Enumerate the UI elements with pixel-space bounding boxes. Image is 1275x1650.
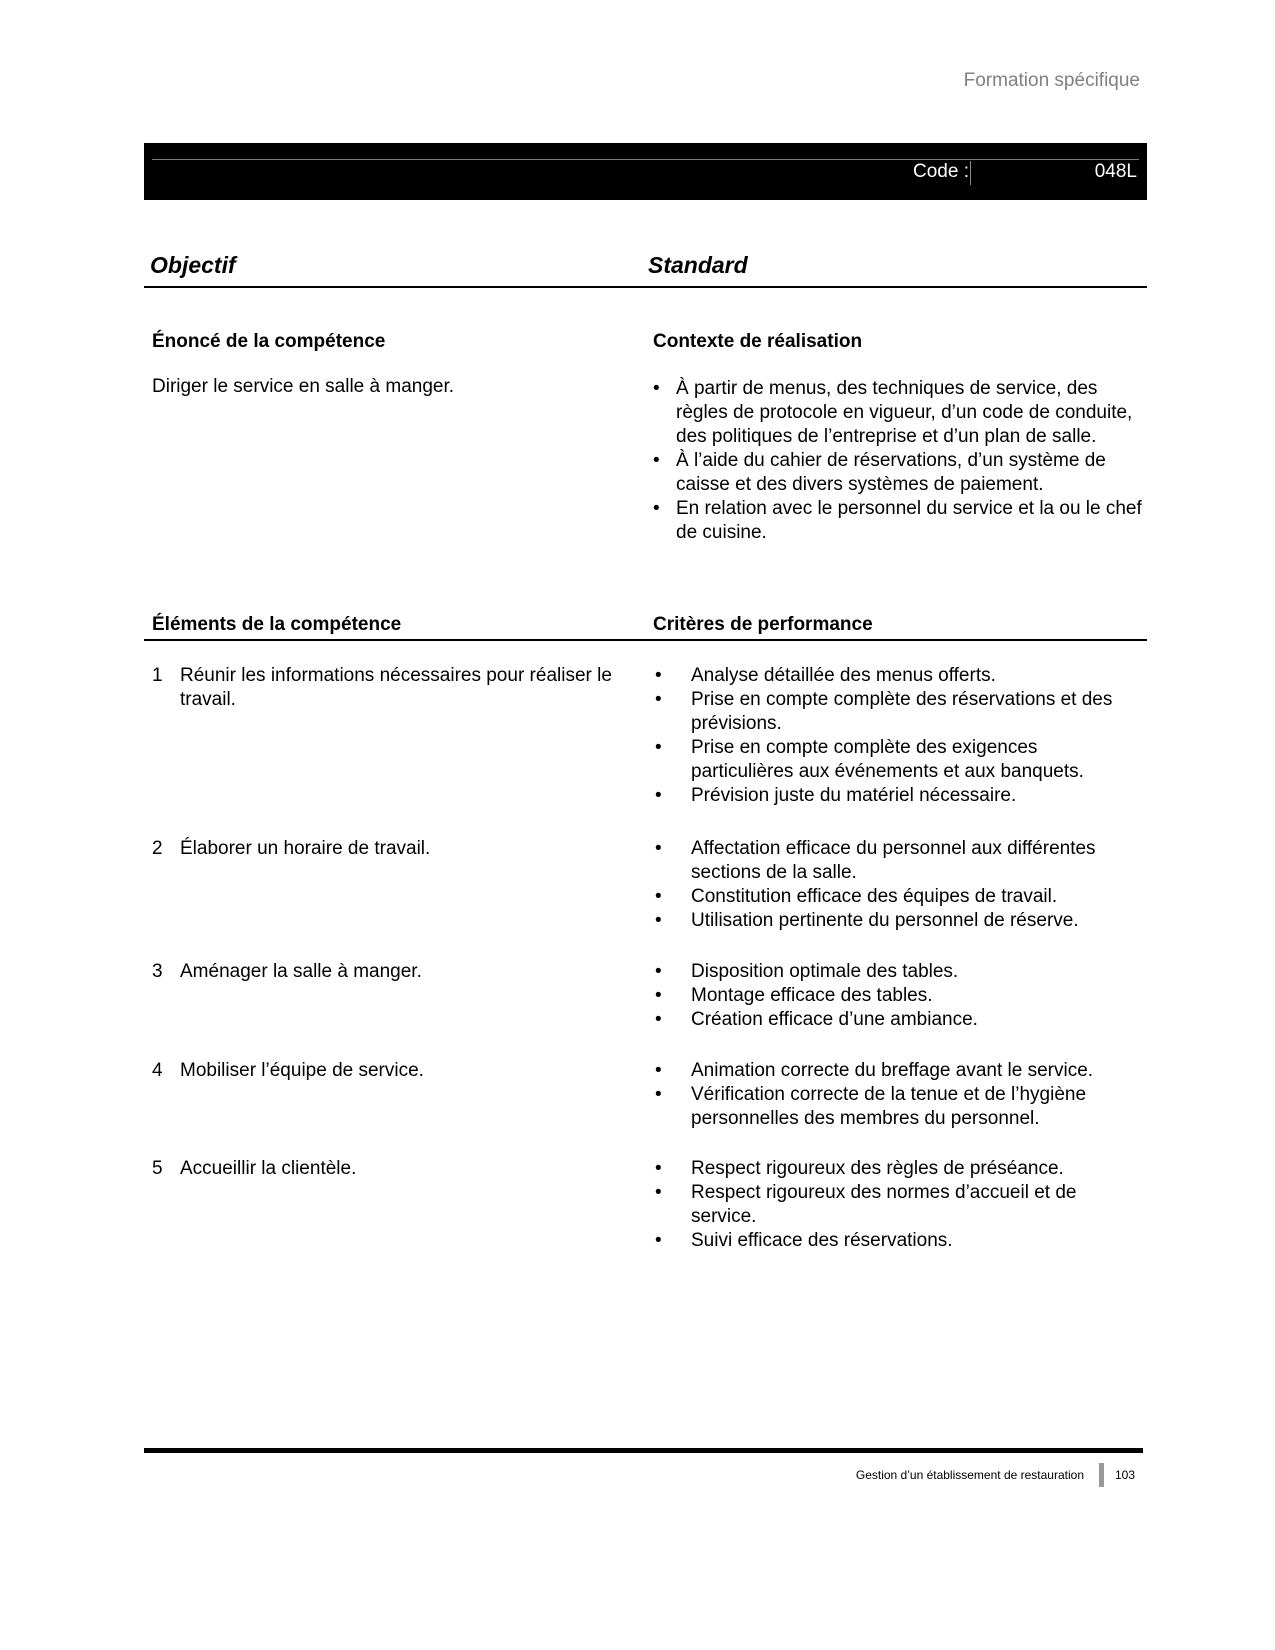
element-text: Accueillir la clientèle. xyxy=(180,1158,357,1179)
element-row xyxy=(152,664,642,712)
column-heading-objectif: Objectif xyxy=(150,252,236,278)
criterion: • Suivi efficace des réservations. xyxy=(653,1229,1143,1253)
criterion: • Disposition optimale des tables. xyxy=(653,960,1143,984)
criterion: • Vérification correcte de la tenue et de l’hygiène personnelles des membres du personnel. xyxy=(653,1083,1143,1131)
element-text: Élaborer un horaire de travail. xyxy=(180,838,431,859)
elements-heading: Éléments de la compétence xyxy=(152,614,402,635)
element-row xyxy=(152,1157,642,1181)
contexte-item: • À l’aide du cahier de réservations, d’un système de caisse et des divers systèmes de paiement. xyxy=(653,449,1143,497)
element-row xyxy=(152,960,642,984)
element-number: 3 xyxy=(152,961,163,982)
criterion: • Prévision juste du matériel nécessaire. xyxy=(653,784,1143,808)
code-label: Code : xyxy=(913,161,969,182)
code-separator xyxy=(970,161,971,185)
criterion: • Prise en compte complète des réservations et des prévisions. xyxy=(653,688,1143,736)
criterion: • Respect rigoureux des normes d’accueil et de service. xyxy=(653,1181,1143,1229)
criteres-heading: Critères de performance xyxy=(653,614,873,635)
contexte-list xyxy=(653,377,1143,545)
criteria-list xyxy=(653,837,1143,933)
contexte-heading: Contexte de réalisation xyxy=(653,331,863,352)
enonce-text: Diriger le service en salle à manger. xyxy=(152,376,455,397)
contexte-item: • En relation avec le personnel du service et la ou le chef de cuisine. xyxy=(653,497,1143,545)
criterion: • Constitution efficace des équipes de travail. xyxy=(653,885,1143,909)
element-number: 5 xyxy=(152,1158,163,1179)
element-text: Réunir les informations nécessaires pour réaliser le travail. xyxy=(180,665,612,710)
criteria-list xyxy=(653,664,1143,808)
criteria-list xyxy=(653,960,1143,1032)
criterion: • Affectation efficace du personnel aux différentes sections de la salle. xyxy=(653,837,1143,885)
criterion: • Montage efficace des tables. xyxy=(653,984,1143,1008)
element-number: 1 xyxy=(152,665,163,686)
criteria-list xyxy=(653,1059,1143,1131)
banner-rule xyxy=(152,159,1139,160)
element-text: Aménager la salle à manger. xyxy=(180,961,422,982)
running-header: Formation spécifique xyxy=(963,70,1140,91)
footer-separator xyxy=(1099,1463,1104,1487)
contexte-item: • À partir de menus, des techniques de service, des règles de protocole en vigueur, d’un code de conduite, des politiques de l’entreprise et d’un plan de salle. xyxy=(653,377,1143,449)
element-row xyxy=(152,837,642,861)
element-row xyxy=(152,1059,642,1083)
section-rule xyxy=(144,639,1147,641)
code-banner xyxy=(144,143,1147,200)
heading-rule xyxy=(144,286,1147,288)
element-number: 4 xyxy=(152,1060,163,1081)
element-number: 2 xyxy=(152,838,163,859)
criterion: • Respect rigoureux des règles de préséance. xyxy=(653,1157,1143,1181)
criterion: • Animation correcte du breffage avant le service. xyxy=(653,1059,1143,1083)
criterion: • Prise en compte complète des exigences particulières aux événements et aux banquets. xyxy=(653,736,1143,784)
code-value: 048L xyxy=(1094,161,1137,182)
criterion: • Création efficace d’une ambiance. xyxy=(653,1008,1143,1032)
page-number: 103 xyxy=(1115,1468,1136,1482)
enonce-heading: Énoncé de la compétence xyxy=(152,331,386,352)
column-heading-standard: Standard xyxy=(648,252,748,278)
criteria-list xyxy=(653,1157,1143,1253)
footer-rule xyxy=(144,1448,1143,1453)
criterion: • Utilisation pertinente du personnel de réserve. xyxy=(653,909,1143,933)
footer-title: Gestion d’un établissement de restauration xyxy=(855,1468,1084,1482)
element-text: Mobiliser l’équipe de service. xyxy=(180,1060,424,1081)
criterion: • Analyse détaillée des menus offerts. xyxy=(653,664,1143,688)
